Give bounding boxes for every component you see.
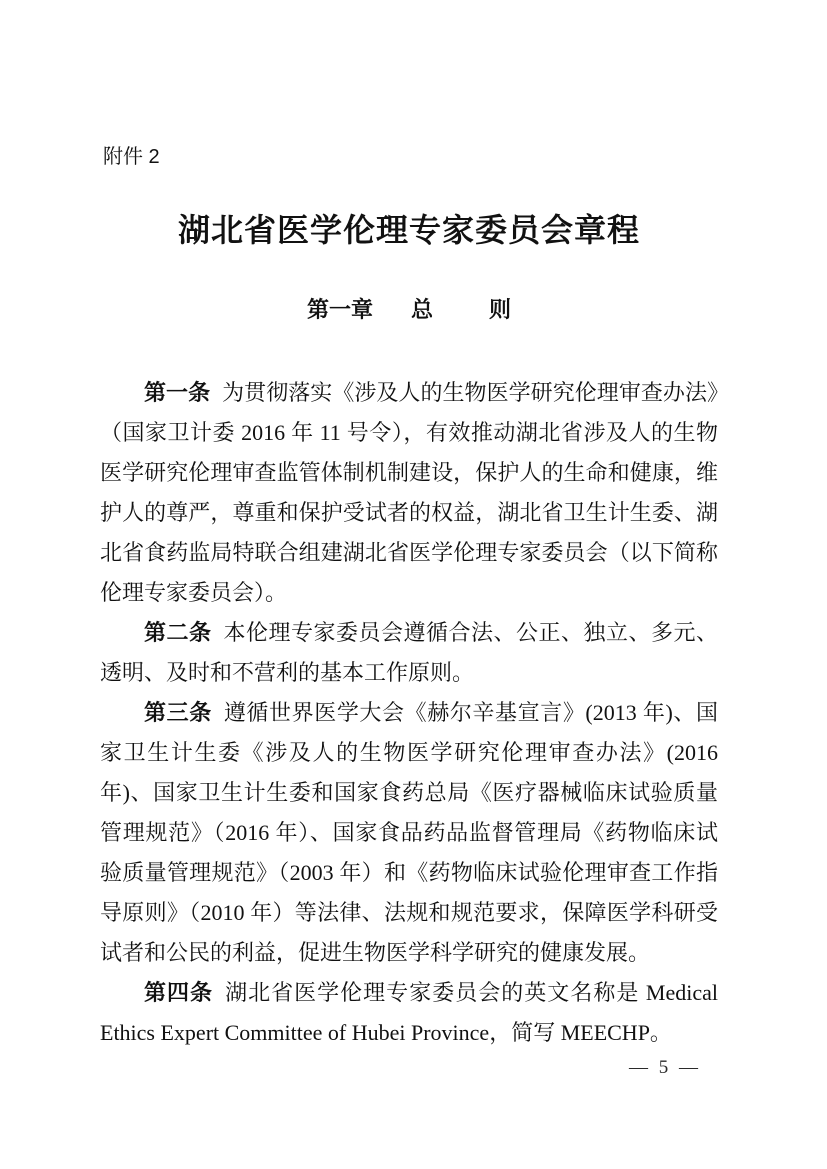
article-1-label: 第一条 bbox=[144, 380, 211, 405]
article-4-text: 湖北省医学伦理专家委员会的英文名称是 Medical Ethics Expert Committee of Hubei Province，简写 MEECHP。 bbox=[100, 980, 718, 1045]
article-4-label: 第四条 bbox=[144, 980, 214, 1005]
chapter-heading bbox=[100, 297, 718, 323]
chapter-title-word-1: 总 bbox=[410, 297, 433, 322]
chapter-title-word-2: 则 bbox=[489, 297, 512, 322]
document-body bbox=[100, 373, 718, 1053]
article-3-paragraph bbox=[100, 693, 718, 973]
article-3-label: 第三条 bbox=[144, 700, 212, 725]
article-2-text: 本伦理专家委员会遵循合法、公正、独立、多元、透明、及时和不营利的基本工作原则。 bbox=[100, 620, 718, 685]
article-3-text: 遵循世界医学大会《赫尔辛基宣言》(2013 年)、国家卫生计生委《涉及人的生物医学研究伦理审查办法》(2016 年)、国家卫生计生委和国家食药总局《医疗器械临床试验质量管理规范》（2016 年）、国家食品药品监督管理局《药物临床试验质量管理规范》（2003 年）和《药物临床试验伦理审查工作指导原则》（2010 年）等法律、法规和规范要求，保障医学科研受试者和公民的利益，促进生物医学科学研究的健康发展。 bbox=[100, 700, 718, 965]
article-4-paragraph bbox=[100, 973, 718, 1053]
article-2-label: 第二条 bbox=[144, 620, 212, 645]
page-number: — 5 — bbox=[629, 1057, 701, 1078]
article-1-paragraph bbox=[100, 373, 718, 613]
document-title: 湖北省医学伦理专家委员会章程 bbox=[177, 212, 640, 248]
article-1-text: 为贯彻落实《涉及人的生物医学研究伦理审查办法》（国家卫计委 2016 年 11 号令），有效推动湖北省涉及人的生物医学研究伦理审查监管体制机制建设，保护人的生命和健康，维护人的尊严，尊重和保护受试者的权益，湖北省卫生计生委、湖北省食药监局特联合组建湖北省医学伦理专家委员会（以下简称伦理专家委员会）。 bbox=[100, 380, 718, 605]
article-2-paragraph bbox=[100, 613, 718, 693]
chapter-number: 第一章 bbox=[306, 297, 373, 322]
attachment-label: 附件 2 bbox=[103, 146, 160, 168]
